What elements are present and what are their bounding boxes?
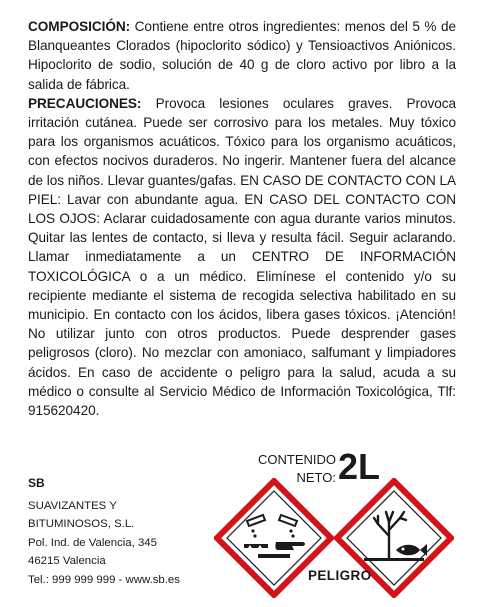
composicion-paragraph bbox=[28, 17, 456, 94]
company-city: 46215 Valencia bbox=[28, 555, 106, 567]
precauciones-paragraph bbox=[28, 94, 456, 420]
contenido-line-2: NETO: bbox=[296, 470, 336, 485]
net-volume: 2L bbox=[338, 446, 381, 487]
company-info bbox=[28, 474, 180, 589]
signal-word: PELIGRO bbox=[308, 568, 372, 583]
company-line-2: BITUMINOSOS, S.L. bbox=[28, 518, 135, 530]
precauciones-heading: PRECAUCIONES: bbox=[28, 95, 142, 111]
precauciones-text: Provoca lesiones oculares graves. Provoca irritación cutánea. Puede ser corrosivo para los metales. Muy tóxico para los organismos acuáticos. Tóxico para los organismo acuáticos, con efectos nocivos duraderos. No ingerir. Mantener fuera del alcance de los niños. Llevar guantes/gafas. EN CASO DE CONTACTO CON LA PIEL: Lavar con abundante agua. EN CASO DEL CONTACTO CON LOS OJOS: Aclarar cuidadosamente con agua durante varios minutos. Quitar las lentes de contacto, si lleva y resulta fácil. Seguir aclarando. Llamar inmediatamente a un CENTRO DE INFORMACIÓN TOXICOLÓGICA o a un médico. Elimínese el contenido y/o su recipiente mediante el sistema de recogida selectiva habilitado en su municipio. En contacto con los ácidos, libera gases tóxicos. ¡Atención! No utilizar junto con otros productos. Puede desprender gases peligrosos (cloro). No mezclar con amoniaco, salfumant y limpiadores ácidos. En caso de accidente o peligro para la salud, acuda a su médico o consulte al Servicio Médico de Información Toxicológica, Tlf: 915620420. bbox=[28, 95, 456, 419]
composicion-text: Contiene entre otros ingredientes: menos del 5 % de Blanqueantes Clorados (hipoclorito sódico) y Tensioactivos Aniónicos. Hipoclorito de sodio, solución de 40 g de cloro activo por libro a la salida de fábrica. bbox=[28, 19, 456, 92]
company-abbr: SB bbox=[28, 476, 45, 490]
contenido-line-1: CONTENIDO bbox=[258, 452, 336, 467]
company-address: Pol. Ind. de Valencia, 345 bbox=[28, 536, 157, 549]
company-line-1: SUAVIZANTES Y bbox=[28, 499, 117, 512]
composicion-heading: COMPOSICIÓN: bbox=[28, 19, 131, 34]
company-contact: Tel.: 999 999 999 - www.sb.es bbox=[28, 573, 180, 586]
label-text bbox=[28, 17, 456, 420]
